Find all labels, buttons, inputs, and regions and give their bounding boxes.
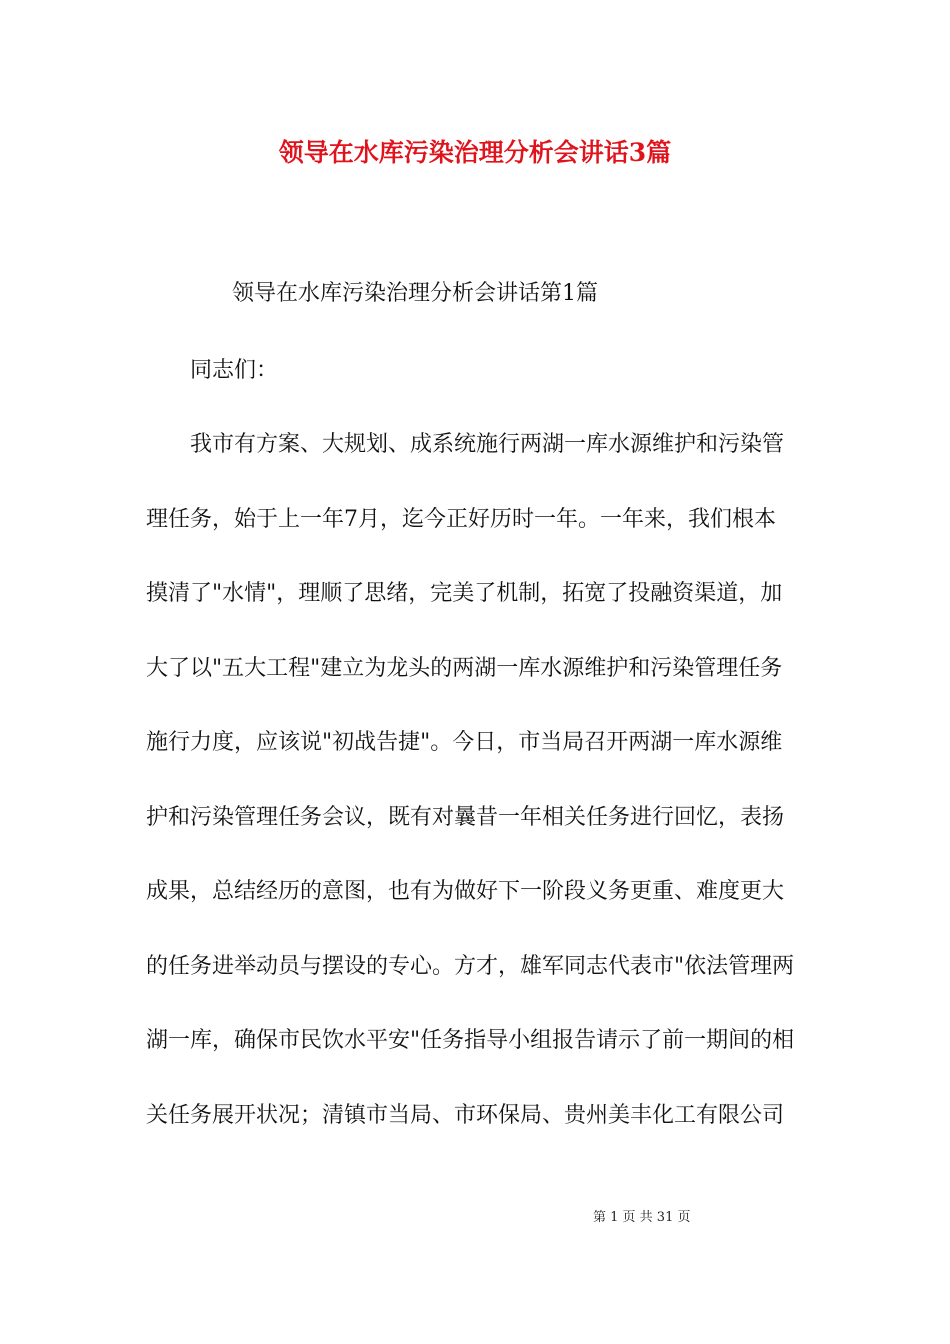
body-line: 成果，总结经历的意图，也有为做好下一阶段义务更重、难度更大 [146,879,785,904]
section-title: 领导在水库污染治理分析会讲话第1篇 [232,281,598,306]
body-line: 湖一库，确保市民饮水平安"任务指导小组报告请示了前一期间的相 [146,1028,795,1053]
body-line: 护和污染管理任务会议，既有对曩昔一年相关任务进行回忆，表扬 [146,804,785,830]
body-line: 关任务展开状况；清镇市当局、市环保局、贵州美丰化工有限公司 [146,1102,785,1128]
body-line: 摸清了"水情"，理顺了思绪，完美了机制，拓宽了投融资渠道，加 [146,581,783,606]
body-line: 我市有方案、大规划、成系统施行两湖一库水源维护和污染管 [190,432,785,457]
body-line: 施行力度，应该说"初战告捷"。今日，市当局召开两湖一库水源维 [146,730,783,755]
body-line: 理任务，始于上一年7月，迄今正好历时一年。一年来，我们根本 [146,506,776,532]
document-title: 领导在水库污染治理分析会讲话3篇 [278,138,672,167]
greeting-text: 同志们： [190,358,279,383]
body-line: 大了以"五大工程"建立为龙头的两湖一库水源维护和污染管理任务 [146,655,783,681]
body-paragraph [146,423,806,1168]
body-line: 的任务进举动员与摆设的专心。方才，雄军同志代表市"依法管理两 [146,953,795,979]
page-number-footer: 第 1 页 共 31 页 [593,1210,691,1225]
